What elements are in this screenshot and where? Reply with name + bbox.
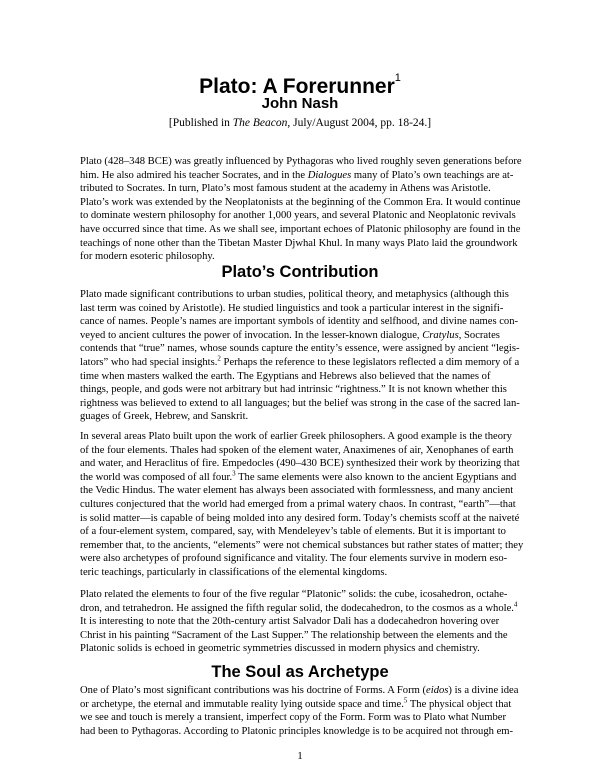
paragraph-line: contends that “true” names, whose sounds capture the entity’s essence, were assigned by ancient “legis-	[80, 343, 520, 355]
paragraph-line: Platonic solids is echoed in geometric symmetries discussed in modern physics and chemistry.	[80, 643, 480, 655]
footnote-marker[interactable]: 2	[217, 354, 221, 363]
paragraph-line: In several areas Plato built upon the work of earlier Greek philosophers. A good example is the theory	[80, 431, 512, 442]
paragraph-line: remember that, to the ancients, “elements” were not chemical substances but rather states of matter; they	[80, 539, 524, 551]
paragraph-line: time when masters walked the earth. The Egyptians and Hebrews also believed that the names of	[80, 370, 491, 382]
footnote-marker[interactable]: 5	[403, 696, 408, 705]
paragraph-line	[80, 356, 528, 370]
paragraph-line: cultures conjectured that the world had emerged from a primal watery chaos. In contrast, “earth”—that	[80, 498, 516, 510]
footnote-marker[interactable]: 4	[513, 600, 518, 609]
paragraph-line: and water, and Heraclitus of fire. Empedocles (490–430 BCE) synthesized their work by theorizing that	[80, 458, 520, 470]
paragraph-line	[80, 329, 528, 343]
paragraph-line: of the four elements. Thales had spoken of the element water, Anaximenes of air, Xenophanes of earth	[80, 444, 514, 456]
paragraph-line: for modern esoteric philosophy.	[80, 251, 215, 263]
text-run: The same elements were also known to the ancient Egyptians and	[235, 471, 517, 483]
paragraph-line	[80, 471, 528, 485]
paragraph-line	[80, 602, 528, 616]
paragraph-line: the Vedic Hindus. The water element has always been associated with formlessness, and many ancient	[80, 485, 514, 497]
archetype-paragraph-1	[80, 684, 528, 738]
publication-source: The Beacon	[232, 117, 288, 129]
paragraph-line: rightness was believed to extend to all languages; but the belief was strong in the case of the sacred lan-	[80, 397, 520, 409]
text-run: many of Plato’s own teachings are at-	[351, 169, 514, 181]
title-text: Plato: A Forerunner	[199, 75, 395, 98]
title-footnote-marker[interactable]: 1	[394, 72, 401, 84]
paragraph-line: we see and touch is merely a transient, imperfect copy of the Form. Form was to Plato what Number	[80, 712, 506, 724]
text-run: the world was composed of all four.	[80, 471, 233, 483]
paragraph-line: have occurred since that time. As we shall see, important echoes of Platonic philosophy are found in the	[80, 223, 521, 235]
text-run: dron, and tetrahedron. He assigned the fifth regular solid, the dodecahedron, to the cosmos as a whole.	[80, 602, 514, 614]
italic-title: Dialogues	[307, 169, 352, 181]
text-run: or archetype, the eternal and immutable reality lying outside space and time.	[80, 698, 404, 710]
paragraph-line	[80, 169, 528, 183]
text-run: Perhaps the reference to these legislators reflected a dim memory of a	[220, 356, 520, 368]
paragraph-line: had been to Pythagoras. According to Platonic principles knowledge is to be acquired not through em-	[80, 725, 514, 737]
paragraph-line: Plato related the elements to four of the five regular “Platonic” solids: the cube, icosahedron, octahe-	[80, 589, 508, 600]
text-run: him. He also admired his teacher Socrates, and in the	[80, 169, 308, 181]
text-run: One of Plato’s most significant contributions was his doctrine of Forms. A Form (	[80, 685, 427, 696]
paragraph-line: cance of names. People’s names are important symbols of identity and selfhood, and divine names con-	[80, 316, 519, 328]
paragraph-line: last term was coined by Aristotle). He studied linguistics and took a particular interest in the signifi-	[80, 302, 504, 314]
paragraph-line: It is interesting to note that the 20th-century artist Salvador Dali has a dodecahedron hovering over	[80, 616, 500, 628]
contribution-paragraph-2	[80, 430, 528, 580]
contribution-paragraph-3	[80, 588, 528, 656]
paragraph-line: of a four-element system, compared, say, with Mendeleyev’s table of elements. But it is important to	[80, 526, 506, 538]
paragraph-line: teric teachings, particularly in classifications of the elemental kingdoms.	[80, 566, 388, 578]
paragraph-line: teachings of none other than the Tibetan Master Djwhal Khul. In many ways Plato laid the groundwork	[80, 237, 518, 249]
intro-paragraph	[80, 155, 528, 264]
paragraph-line: guages of Greek, Hebrew, and Sanskrit.	[80, 411, 249, 423]
paragraph-line	[80, 698, 528, 712]
paragraph-line: Plato (428–348 BCE) was greatly influenced by Pythagoras who lived roughly seven generations before	[80, 156, 522, 167]
text-run: lators” who had special insights.	[80, 356, 218, 368]
italic-title: Cratylus	[422, 329, 459, 341]
paragraph-line: is solid matter—is capable of being molded into any desired form. Today’s chemists scoff at the naiveté	[80, 512, 520, 524]
paragraph-line: were also archetypes of profound significance and vitality. The four elements survive in modern eso-	[80, 553, 508, 565]
paragraph-line	[80, 684, 528, 698]
text-run: The physical object that	[407, 698, 512, 710]
italic-term: eidos	[426, 685, 449, 696]
paragraph-line: Christ in his painting “Sacrament of the Last Supper.” The relationship between the elements and the	[80, 629, 508, 641]
paragraph-line: Plato made significant contributions to urban studies, political theory, and metaphysics (although this	[80, 289, 509, 300]
paragraph-line: things, people, and gods were not arbitrary but had intrinsic “rightness.” It is not known whether this	[80, 384, 507, 396]
publication-note	[0, 116, 600, 131]
paragraph-line: to dominate western philosophy for another 1,000 years, and several Platonic and Neoplatonic revivals	[80, 210, 516, 222]
text-run: ) is a divine idea	[448, 685, 519, 696]
contribution-paragraph-1	[80, 288, 528, 424]
text-run: veyed to ancient cultures the power of invocation. In the lesser-known dialogue,	[80, 329, 423, 341]
publication-note-prefix: [Published in	[168, 117, 233, 129]
text-run: , Socrates	[458, 329, 500, 341]
section-heading-soul-as-archetype: The Soul as Archetype	[211, 663, 389, 681]
paragraph-line: Plato’s work was extended by the Neoplatonists at the beginning of the Common Era. It would continue	[80, 196, 521, 208]
author-name: John Nash	[261, 95, 339, 112]
publication-note-suffix: , July/August 2004, pp. 18-24.]	[287, 117, 432, 129]
paragraph-line: tributed to Socrates. In turn, Plato’s most famous student at the academy in Athens was Aristotle.	[80, 183, 491, 195]
section-heading-platos-contribution: Plato’s Contribution	[221, 263, 379, 281]
footnote-marker[interactable]: 3	[232, 469, 236, 478]
page-number: 1	[297, 750, 303, 762]
